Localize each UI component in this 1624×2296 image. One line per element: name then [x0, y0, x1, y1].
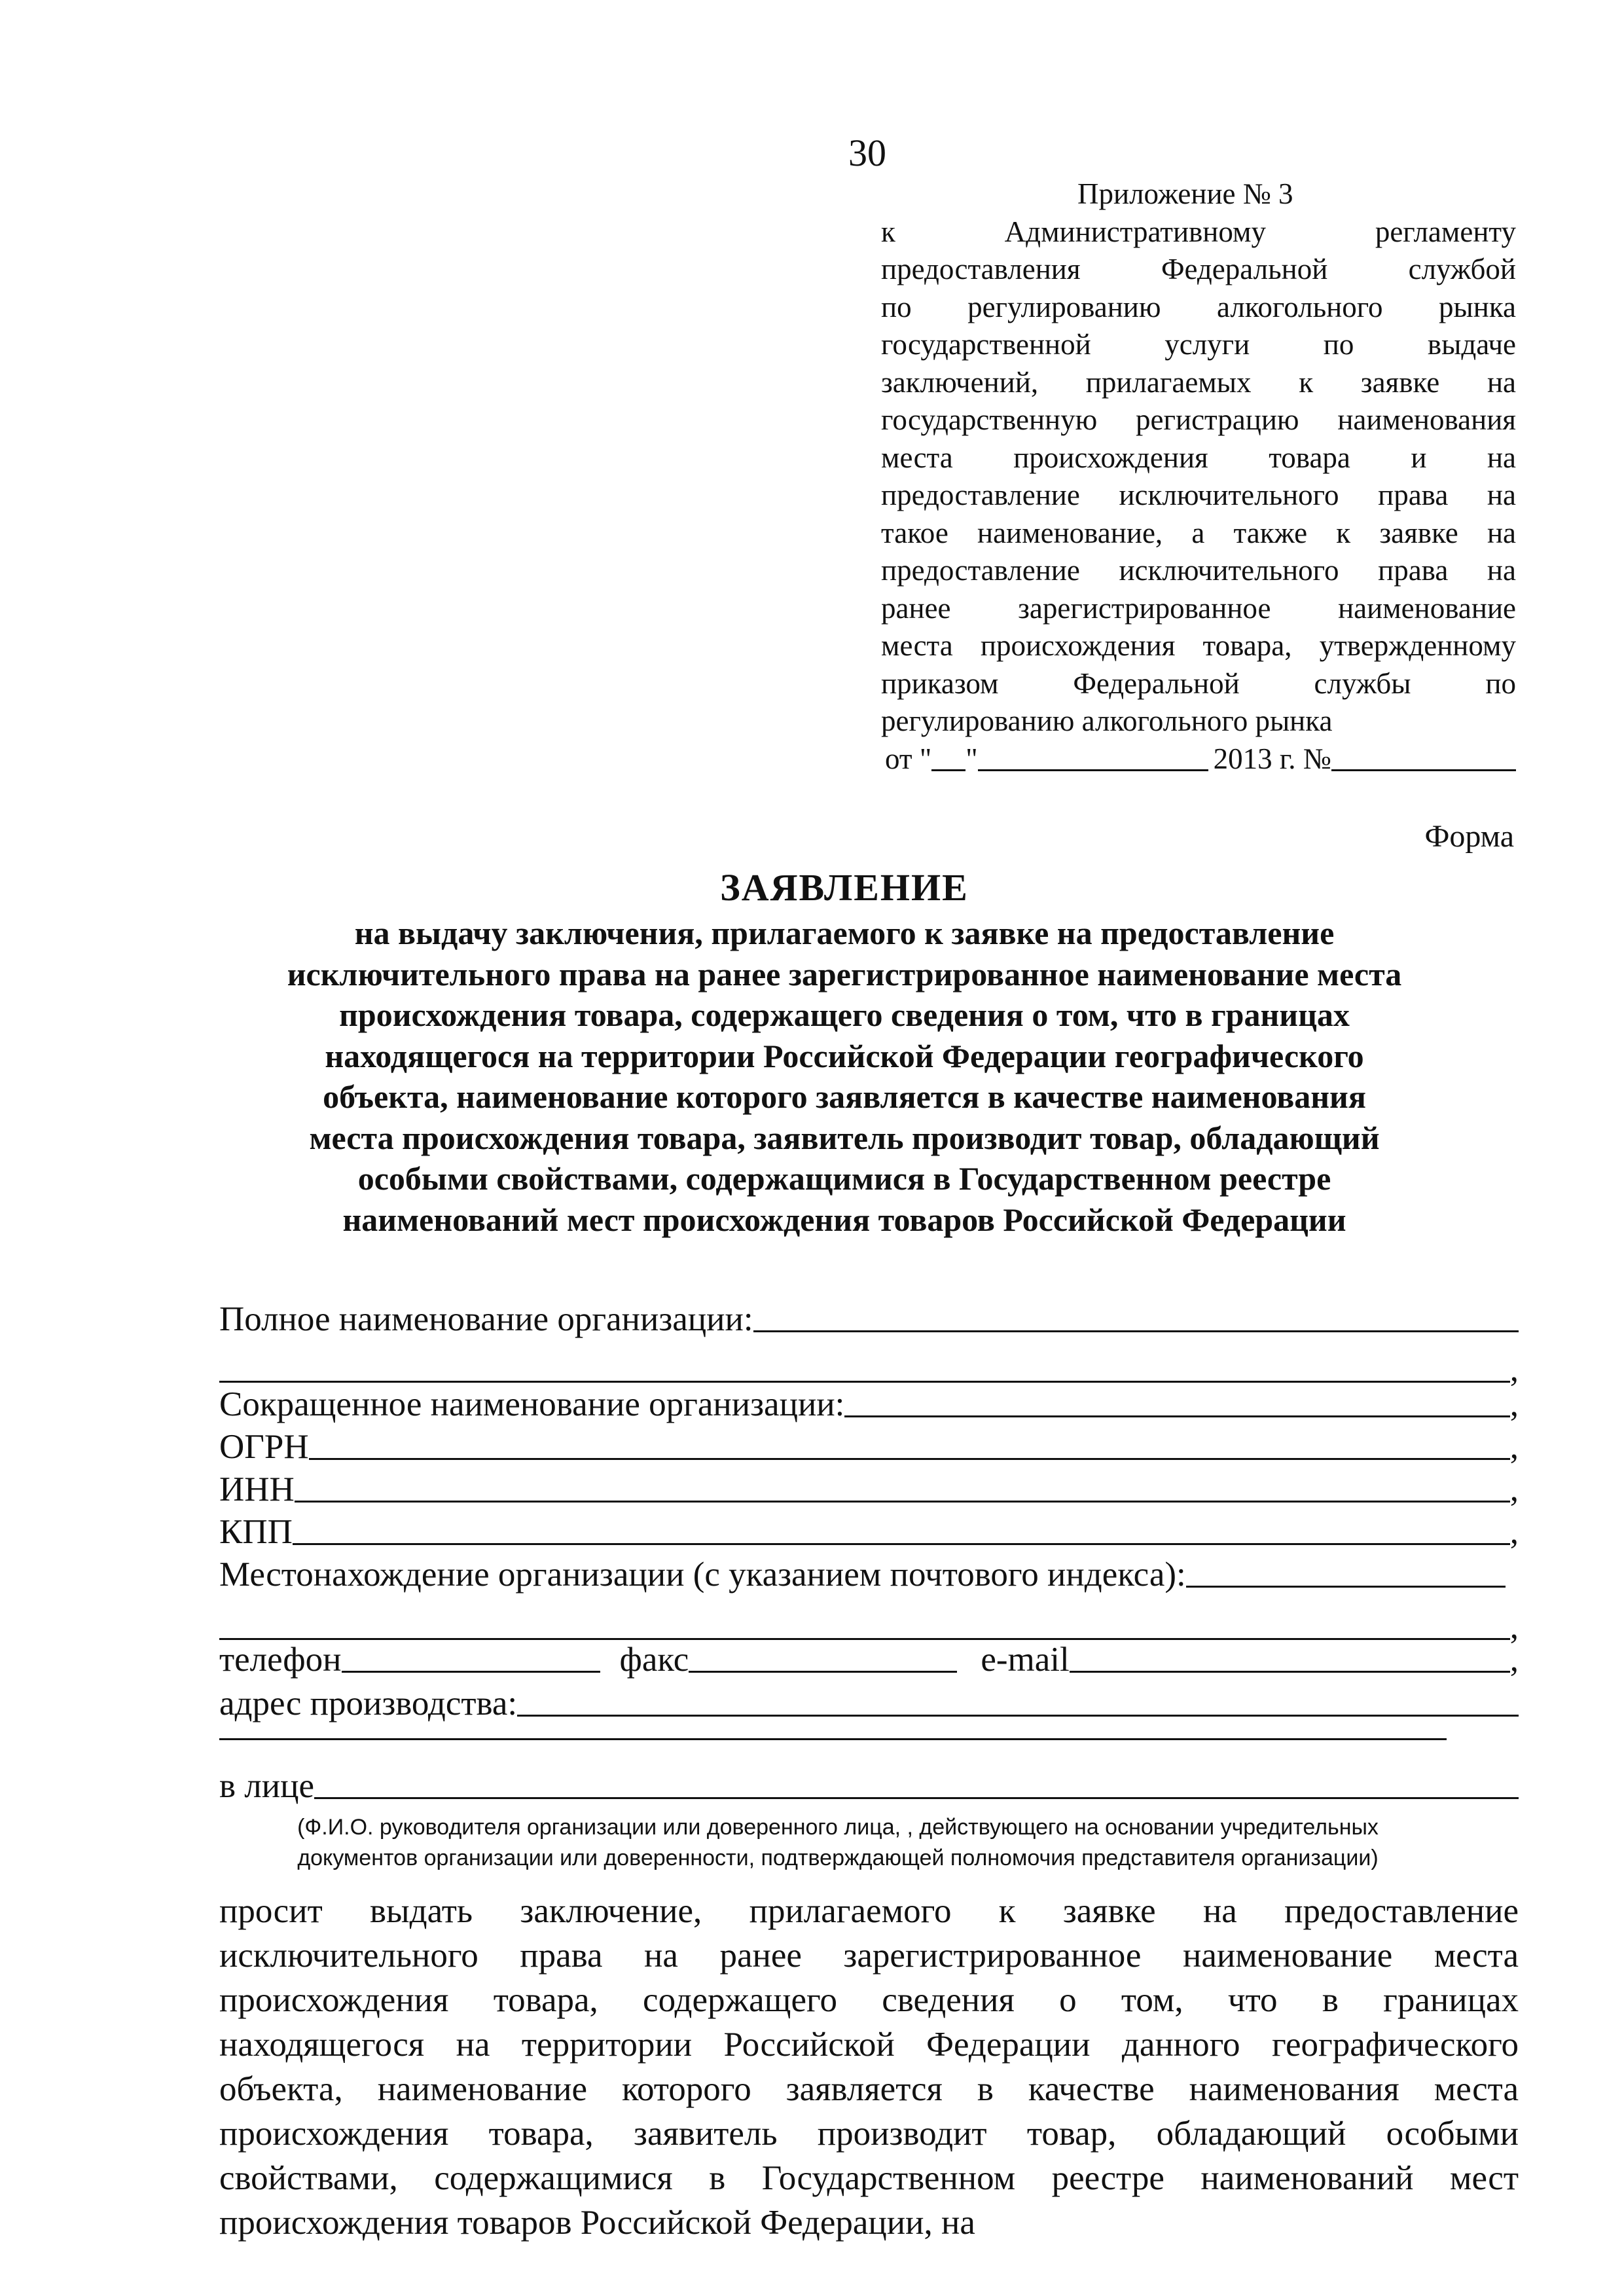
short-name-field — [219, 1385, 1519, 1424]
annex-line: ранее зарегистрированное наименование — [881, 591, 1516, 625]
short-name-blank[interactable] — [844, 1415, 1509, 1417]
document-title: ЗАЯВЛЕНИЕ — [720, 866, 969, 909]
comma: , — [1509, 1513, 1519, 1551]
body-line: просит выдать заключение, прилагаемого к заявке на предоставление — [219, 1892, 1519, 1930]
subtitle-line: исключительного права на ранее зарегистрированное наименование места — [287, 955, 1402, 993]
annex-date-line — [881, 740, 1516, 778]
annex-line: по регулированию алкогольного рынка — [881, 290, 1516, 323]
full-name-blank-2[interactable] — [219, 1381, 1510, 1383]
annex-line: заключений, прилагаемых к заявке на — [881, 365, 1516, 399]
production-address-blank-2[interactable] — [219, 1738, 1447, 1740]
comma: , — [1509, 1470, 1519, 1508]
order-number-blank[interactable] — [1331, 769, 1516, 771]
location-label: Местонахождение организации (с указанием почтового индекса): — [219, 1556, 1186, 1594]
full-name-label: Полное наименование организации: — [219, 1300, 753, 1338]
subtitle-line: объекта, наименование которого заявляется в качестве наименования — [323, 1078, 1366, 1115]
comma: , — [1509, 1641, 1519, 1679]
body-line: происхождения товара, заявитель производит товар, обладающий особыми — [219, 2115, 1519, 2153]
caption-line: документов организации или доверенности, подтверждающей полномочия представителя организации) — [297, 1846, 1379, 1870]
subtitle-line: особыми свойствами, содержащимися в Государственном реестре — [357, 1160, 1331, 1197]
body-line: объекта, наименование которого заявляется в качестве наименования места — [219, 2070, 1519, 2108]
subtitle-line: находящегося на территории Российской Федерации географического — [325, 1037, 1364, 1074]
document-heading — [196, 863, 1492, 1240]
caption-line: (Ф.И.О. руководителя организации или доверенного лица, , действующего на основании учредительных — [297, 1815, 1379, 1840]
annex-line: места происхождения товара, утвержденному — [881, 629, 1516, 662]
annex-line: регулированию алкогольного рынка — [881, 704, 1333, 737]
comma: , — [1509, 1608, 1519, 1646]
production-address-blank[interactable] — [517, 1715, 1519, 1717]
request-paragraph — [219, 1889, 1519, 2245]
production-address-continuation — [219, 1738, 1447, 1747]
annex-line: приказом Федеральной службы по — [881, 666, 1516, 700]
email-blank[interactable] — [1070, 1671, 1510, 1673]
annex-line: предоставление исключительного права на — [881, 554, 1516, 587]
full-name-continuation — [219, 1350, 1519, 1389]
form-label: Форма — [1424, 819, 1514, 854]
ogrn-blank[interactable] — [309, 1458, 1510, 1460]
ogrn-field — [219, 1427, 1519, 1467]
body-line: исключительного права на ранее зарегистрированное наименование места — [219, 1937, 1519, 1975]
date-prefix: от " — [885, 742, 932, 775]
annex-line: к Административному регламенту — [881, 215, 1516, 248]
full-name-field — [219, 1300, 1519, 1339]
date-day-blank[interactable] — [931, 769, 965, 771]
body-line: происхождения товара, содержащего сведения о том, что в границах — [219, 1981, 1519, 2019]
date-quote: " — [965, 742, 978, 775]
subtitle-line: на выдачу заключения, прилагаемого к заявке на предоставление — [354, 915, 1335, 951]
inn-blank[interactable] — [295, 1501, 1510, 1503]
represented-by-field — [219, 1766, 1519, 1806]
date-month-blank[interactable] — [978, 769, 1208, 771]
full-name-blank[interactable] — [753, 1330, 1519, 1332]
annex-title: Приложение № 3 — [1077, 177, 1293, 210]
short-name-label: Сокращенное наименование организации: — [219, 1385, 845, 1423]
annex-line: предоставление исключительного права на — [881, 479, 1516, 511]
body-line: находящегося на территории Российской Федерации данного географического — [219, 2026, 1519, 2064]
annex-line: государственную регистрацию наименования — [881, 403, 1516, 436]
comma: , — [1509, 1351, 1519, 1389]
comma: , — [1509, 1385, 1519, 1423]
date-year: 2013 г. № — [1213, 742, 1331, 775]
ogrn-label: ОГРН — [219, 1428, 309, 1466]
subtitle-line: места происхождения товара, заявитель производит товар, обладающий — [309, 1119, 1380, 1156]
production-address-label: адрес производства: — [219, 1685, 518, 1722]
annex-line: такое наименование, а также к заявке на — [881, 516, 1516, 549]
kpp-blank[interactable] — [293, 1543, 1510, 1545]
phone-label: телефон — [219, 1641, 342, 1679]
location-blank[interactable] — [1186, 1586, 1506, 1588]
contacts-field — [219, 1640, 1519, 1679]
subtitle-line: происхождения товара, содержащего сведения о том, что в границах — [339, 996, 1350, 1033]
phone-blank[interactable] — [342, 1671, 600, 1673]
represented-by-label: в лице — [219, 1767, 314, 1805]
page-number: 30 — [848, 132, 886, 174]
email-label: e-mail — [981, 1641, 1070, 1679]
inn-label: ИНН — [219, 1470, 295, 1508]
body-line: происхождения товаров Российской Федерации, на — [219, 2204, 975, 2242]
kpp-field — [219, 1512, 1519, 1552]
body-line: свойствами, содержащимися в Государственном реестре наименований мест — [219, 2159, 1519, 2197]
represented-by-blank[interactable] — [314, 1797, 1519, 1799]
production-address-field — [219, 1684, 1519, 1723]
kpp-label: КПП — [219, 1513, 293, 1551]
subtitle-line: наименований мест происхождения товаров Российской Федерации — [342, 1201, 1346, 1238]
comma: , — [1509, 1428, 1519, 1466]
fax-label: факс — [619, 1641, 689, 1679]
annex-line: места происхождения товара и на — [881, 441, 1516, 474]
annex-block — [881, 175, 1516, 778]
location-field — [219, 1555, 1506, 1594]
inn-field — [219, 1470, 1519, 1509]
fax-blank[interactable] — [689, 1671, 957, 1673]
annex-line: государственной услуги по выдаче — [881, 328, 1516, 361]
annex-line: предоставления Федеральной службой — [881, 253, 1516, 285]
field-caption — [203, 1812, 1473, 1874]
